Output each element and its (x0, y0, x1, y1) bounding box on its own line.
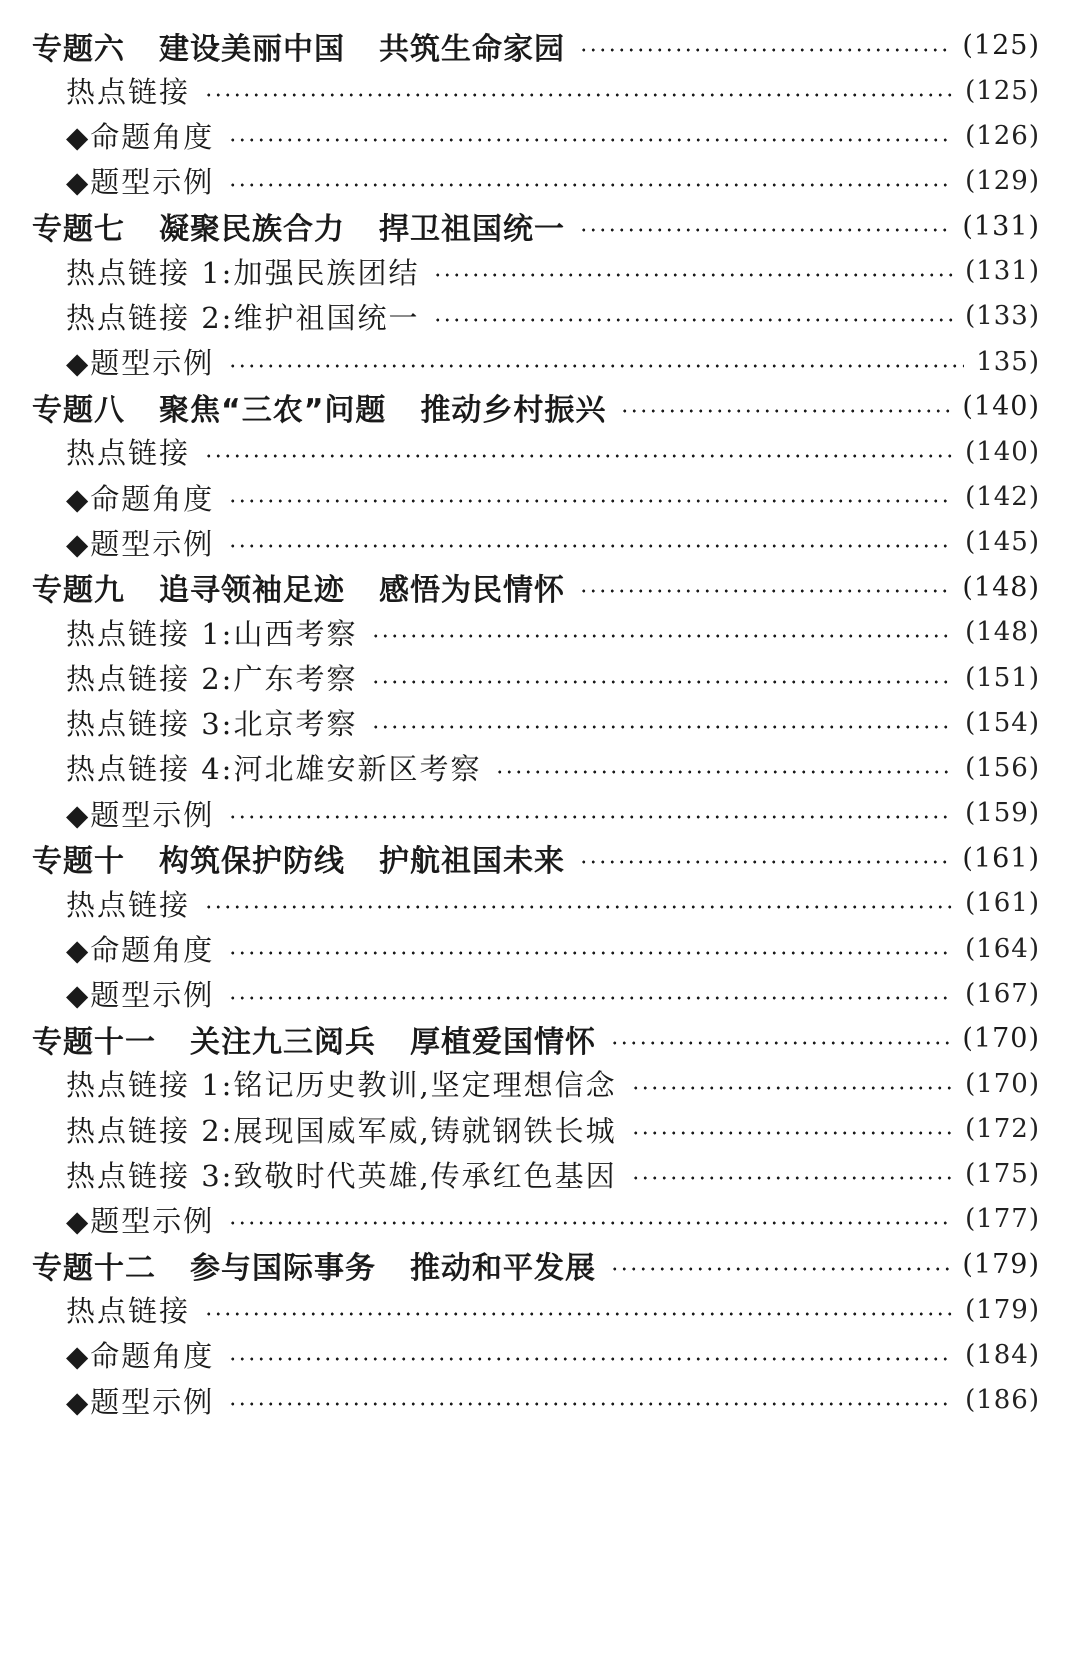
entry-title: 热点链接 1:铭记历史教训,坚定理想信念 (66, 1068, 617, 1103)
page-number: (172) (965, 1114, 1040, 1145)
entry-title: 热点链接 (66, 75, 191, 110)
toc-sub-entry[interactable] (0, 1196, 1080, 1243)
toc-sub-entry[interactable] (0, 157, 1080, 204)
toc-sub-entry[interactable] (0, 1060, 1080, 1107)
toc-topic-entry[interactable] (0, 835, 1080, 882)
entry-title: 热点链接 (66, 1294, 191, 1329)
toc-topic-entry[interactable] (0, 383, 1080, 430)
toc-sub-entry[interactable] (0, 428, 1080, 475)
toc-sub-entry[interactable] (0, 1106, 1080, 1153)
toc-topic-entry[interactable] (0, 1015, 1080, 1062)
entry-title: 热点链接 2:广东考察 (66, 662, 358, 697)
page-number: (145) (965, 527, 1040, 558)
page-number: (161) (962, 842, 1040, 874)
entry-title: ◆题型示例 (66, 1384, 215, 1419)
page-number: (133) (965, 301, 1040, 332)
dot-leader (204, 1312, 953, 1316)
entry-title: 热点链接 2:展现国威军威,铸就钢铁长城 (66, 1113, 617, 1148)
toc-topic-entry[interactable] (0, 564, 1080, 611)
entry-title: 热点链接 (66, 436, 191, 471)
page-number: (140) (962, 391, 1040, 423)
dot-leader (433, 273, 953, 277)
page-number: (156) (965, 752, 1040, 783)
page-number: (167) (965, 978, 1040, 1009)
dot-leader (204, 93, 953, 97)
page-number: (148) (962, 571, 1040, 603)
entry-title: ◆题型示例 (66, 526, 215, 561)
dot-leader (371, 725, 953, 729)
page-number: (170) (965, 1068, 1040, 1099)
dot-leader (579, 228, 950, 232)
dot-leader (228, 951, 953, 955)
dot-leader (228, 138, 953, 142)
page-number: (140) (965, 436, 1040, 467)
entry-title: 热点链接 (66, 887, 191, 922)
toc-sub-entry[interactable] (0, 519, 1080, 566)
topic-title-part-a: 追寻领袖足迹 (159, 573, 345, 609)
dot-leader (620, 409, 950, 413)
topic-title-part-b: 推动和平发展 (410, 1250, 596, 1286)
entry-title: ◆命题角度 (66, 481, 215, 516)
entry-title: ◆题型示例 (66, 978, 215, 1013)
topic-title-part-b: 护航祖国未来 (379, 844, 565, 880)
topic-number: 专题六 (32, 31, 125, 67)
dot-leader (495, 770, 953, 774)
topic-title-part-b: 捍卫祖国统一 (379, 212, 565, 248)
entry-title: ◆命题角度 (66, 1339, 215, 1374)
topic-title-part-a: 参与国际事务 (190, 1250, 376, 1286)
topic-title-part-a: 聚焦“三农”问题 (159, 392, 387, 428)
dot-leader (579, 589, 950, 593)
dot-leader (610, 1267, 950, 1271)
entry-title (32, 204, 565, 248)
dot-leader (228, 499, 953, 503)
entry-title: 热点链接 2:维护祖国统一 (66, 300, 420, 335)
toc-sub-entry[interactable] (0, 293, 1080, 340)
dot-leader (228, 1402, 953, 1406)
page-number: (125) (965, 75, 1040, 106)
topic-title-part-a: 构筑保护防线 (159, 844, 345, 880)
page-number: (164) (965, 933, 1040, 964)
dot-leader (371, 634, 953, 638)
page-number: (184) (965, 1339, 1040, 1370)
entry-title (32, 24, 565, 68)
page-number: (159) (965, 798, 1040, 829)
entry-title: ◆题型示例 (66, 346, 215, 381)
entry-title: 热点链接 1:山西考察 (66, 616, 358, 651)
entry-title: ◆题型示例 (66, 165, 215, 200)
dot-leader (228, 996, 953, 1000)
dot-leader (228, 364, 964, 368)
entry-title: ◆命题角度 (66, 120, 215, 155)
topic-number: 专题十二 (32, 1250, 156, 1286)
toc-sub-entry[interactable] (0, 338, 1080, 385)
entry-title (32, 1017, 596, 1061)
toc-sub-entry[interactable] (0, 790, 1080, 837)
topic-title-part-a: 建设美丽中国 (159, 31, 345, 67)
toc-topic-entry[interactable] (0, 203, 1080, 250)
topic-title-part-a: 凝聚民族合力 (159, 212, 345, 248)
dot-leader (371, 680, 953, 684)
page-number: (154) (965, 707, 1040, 738)
topic-title-part-b: 共筑生命家园 (379, 31, 565, 67)
dot-leader (228, 544, 953, 548)
entry-title: 热点链接 3:北京考察 (66, 707, 358, 742)
dot-leader (204, 454, 953, 458)
entry-title (32, 385, 606, 429)
toc-sub-entry[interactable] (0, 654, 1080, 701)
dot-leader (228, 183, 953, 187)
toc-sub-entry[interactable] (0, 609, 1080, 656)
page-number: (177) (965, 1204, 1040, 1235)
dot-leader (433, 318, 953, 322)
dot-leader (204, 905, 953, 909)
page-number: (179) (962, 1249, 1040, 1281)
page-number: (129) (965, 165, 1040, 196)
topic-number: 专题九 (32, 573, 125, 609)
dot-leader (579, 860, 950, 864)
topic-title-part-b: 厚植爱国情怀 (410, 1024, 596, 1060)
dot-leader (610, 1041, 950, 1045)
entry-title (32, 1243, 596, 1287)
toc-sub-entry[interactable] (0, 248, 1080, 295)
page-number: (186) (965, 1385, 1040, 1415)
topic-title-part-b: 感悟为民情怀 (379, 573, 565, 609)
page-number: (142) (965, 482, 1040, 512)
page-number: (179) (965, 1294, 1040, 1325)
page-number: (175) (965, 1159, 1040, 1190)
toc-sub-entry[interactable] (0, 1331, 1080, 1378)
topic-number: 专题八 (32, 392, 125, 428)
page-number: (151) (965, 662, 1040, 693)
toc-sub-entry[interactable] (0, 880, 1080, 927)
page-number: (126) (965, 120, 1040, 151)
dot-leader (631, 1086, 953, 1090)
entry-title: 热点链接 3:致敬时代英雄,传承红色基因 (66, 1158, 617, 1193)
toc-sub-entry[interactable] (0, 67, 1080, 114)
toc-topic-entry[interactable] (0, 22, 1080, 69)
topic-title-part-b: 推动乡村振兴 (420, 392, 607, 428)
toc-sub-entry[interactable] (0, 744, 1080, 791)
toc-sub-entry[interactable] (0, 699, 1080, 746)
entry-title: ◆题型示例 (66, 797, 215, 832)
topic-number: 专题七 (32, 212, 125, 248)
toc-topic-entry[interactable] (0, 1241, 1080, 1288)
page-number: 135) (976, 346, 1040, 377)
entry-title (32, 836, 565, 880)
topic-number: 专题十一 (32, 1024, 156, 1060)
toc-sub-entry[interactable] (0, 112, 1080, 159)
page-number: (131) (962, 210, 1040, 242)
entry-title (32, 565, 565, 609)
entry-title: 热点链接 4:河北雄安新区考察 (66, 752, 482, 787)
toc-sub-entry[interactable] (0, 925, 1080, 972)
entry-title: 热点链接 1:加强民族团结 (66, 255, 420, 290)
page-number: (148) (965, 617, 1040, 648)
dot-leader (228, 1221, 953, 1225)
page-number: (161) (965, 888, 1040, 919)
page-number: (170) (962, 1023, 1040, 1055)
topic-number: 专题十 (32, 844, 125, 880)
toc-sub-entry[interactable] (0, 474, 1080, 521)
toc-sub-entry[interactable] (0, 1151, 1080, 1198)
entry-title: ◆题型示例 (66, 1203, 215, 1238)
dot-leader (631, 1131, 953, 1135)
toc-sub-entry[interactable] (0, 1377, 1080, 1424)
dot-leader (228, 815, 953, 819)
entry-title: ◆命题角度 (66, 933, 215, 967)
dot-leader (228, 1357, 953, 1361)
page-number: (125) (962, 30, 1040, 61)
page-number: (131) (965, 256, 1040, 287)
topic-title-part-a: 关注九三阅兵 (190, 1024, 376, 1060)
dot-leader (631, 1176, 953, 1180)
dot-leader (579, 48, 950, 52)
toc-sub-entry[interactable] (0, 970, 1080, 1017)
toc-sub-entry[interactable] (0, 1286, 1080, 1333)
